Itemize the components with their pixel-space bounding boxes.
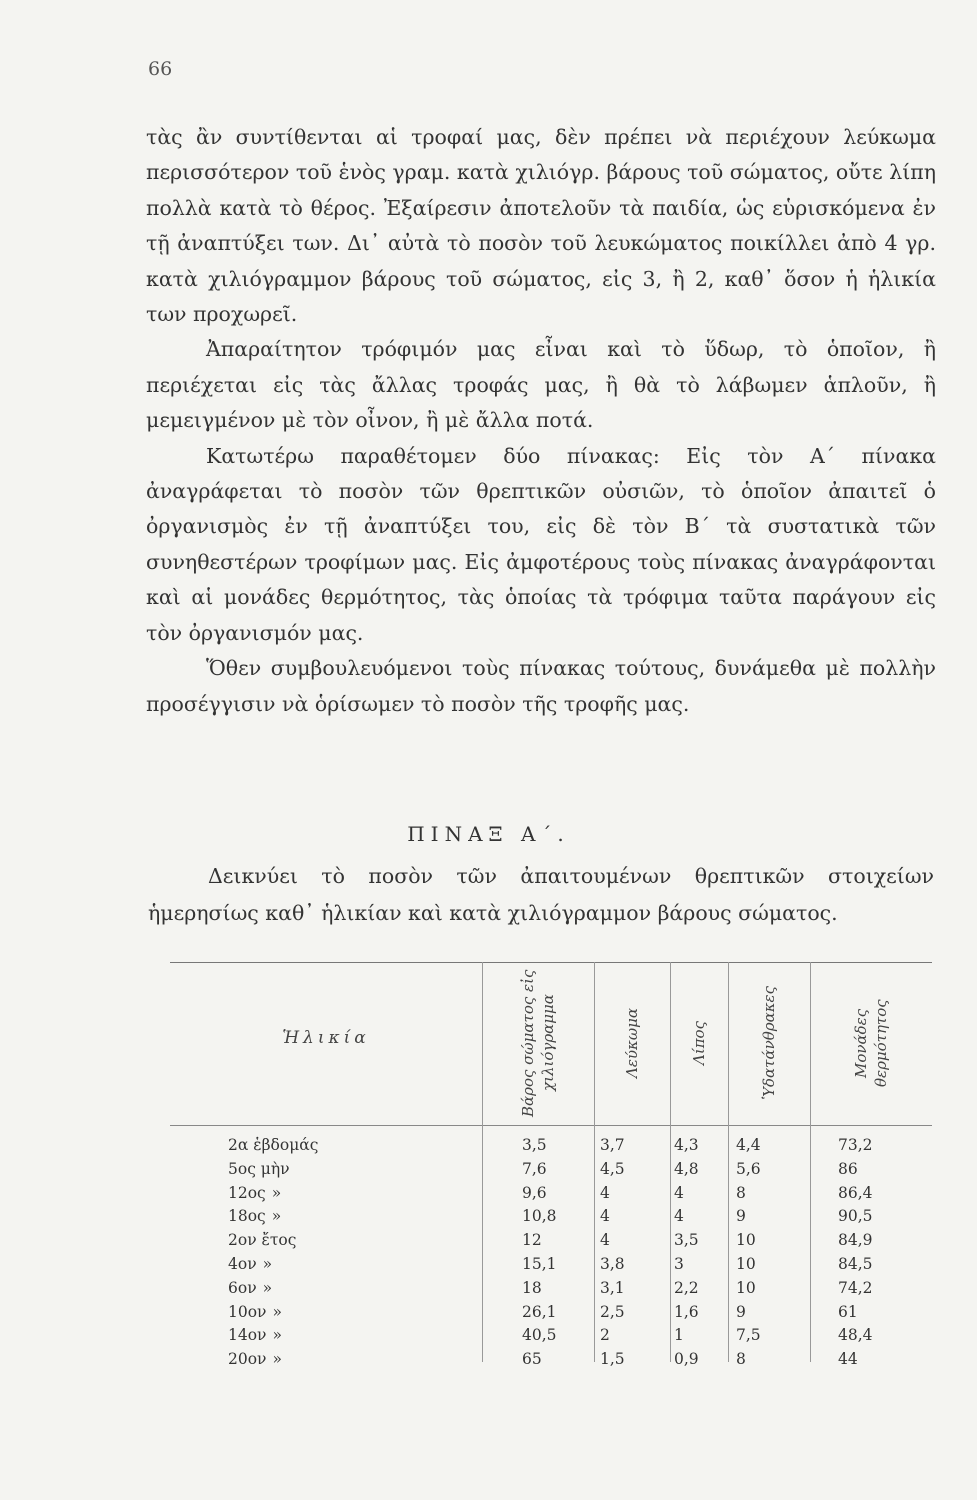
cell-weight: 40,5 [522, 1326, 557, 1345]
cell-heat: 44 [838, 1350, 858, 1369]
cell-fat: 2,2 [674, 1278, 699, 1297]
cell-fat: 4 [674, 1207, 684, 1226]
body-text [146, 120, 936, 722]
cell-protein: 3,7 [600, 1136, 625, 1154]
table-row [170, 1324, 932, 1348]
header-protein [594, 968, 670, 1118]
cell-protein: 4 [600, 1207, 610, 1226]
table-row [170, 1301, 932, 1325]
cell-age: 5ος μὴν [228, 1159, 290, 1178]
cell-age: 20ον » [228, 1350, 282, 1369]
cell-age: 4ον » [228, 1254, 273, 1273]
cell-carbs: 9 [736, 1302, 746, 1321]
cell-heat: 61 [838, 1302, 858, 1321]
cell-age: 12ος » [228, 1183, 282, 1202]
cell-weight: 15,1 [522, 1254, 557, 1273]
cell-carbs: 10 [736, 1254, 756, 1273]
cell-fat: 4 [674, 1183, 684, 1202]
table-row [170, 1134, 932, 1158]
table-row [170, 1158, 932, 1182]
cell-fat: 3 [674, 1254, 684, 1273]
table-top-rule [170, 962, 932, 963]
header-weight-label: Βάρος σώματος εἰς χιλιόγραμμα [519, 969, 557, 1117]
cell-protein: 2,5 [600, 1302, 625, 1321]
cell-weight: 7,6 [522, 1159, 547, 1178]
header-fat-label: Λίπος [690, 1020, 708, 1065]
cell-age: 6ον » [228, 1278, 273, 1297]
cell-fat: 0,9 [674, 1350, 699, 1369]
cell-age: 2ον ἔτος [228, 1231, 297, 1250]
header-fat [670, 968, 728, 1118]
nutrition-table [170, 962, 932, 1372]
cell-fat: 1,6 [674, 1302, 699, 1321]
cell-heat: 48,4 [838, 1326, 873, 1345]
cell-weight: 10,8 [522, 1207, 557, 1226]
header-weight [482, 968, 594, 1118]
paragraph-tables-intro: Κατωτέρω παραθέτομεν δύο πίνακας: Εἰς τὸν Α΄ πίνακα ἀναγράφεται τὸ ποσὸν τῶν θρεπτικῶν οὐσιῶν, τὸ ὁποῖον ἀπαιτεῖ ὁ ὀργανισμὸς ἐν τῇ ἀναπτύξει του, εἰς δὲ τὸν Β΄ τὰ συστατικὰ τῶν συνηθεστέρων τροφίμων μας. Εἰς ἀμφοτέρους τοὺς πίνακας ἀναγράφονται καὶ αἱ μονάδες θερμότητος, τὰς ὁποίας τὰ τρόφιμα ταῦτα παράγουν εἰς τὸν ὀργανισμόν μας. [146, 443, 936, 645]
cell-protein: 3,8 [600, 1254, 625, 1273]
cell-carbs: 8 [736, 1350, 746, 1369]
cell-protein: 1,5 [600, 1350, 625, 1369]
table-row [170, 1205, 932, 1229]
cell-age: 2α ἑβδομάς [228, 1136, 319, 1154]
cell-heat: 74,2 [838, 1278, 873, 1297]
cell-weight: 65 [522, 1350, 542, 1369]
cell-protein: 3,1 [600, 1278, 625, 1297]
cell-age: 14ον » [228, 1326, 282, 1345]
cell-heat: 84,9 [838, 1231, 873, 1250]
cell-heat: 86 [838, 1159, 858, 1178]
cell-protein: 4 [600, 1183, 610, 1202]
cell-age: 18ος » [228, 1207, 282, 1226]
cell-carbs: 7,5 [736, 1326, 761, 1345]
header-protein-label: Λεύκωμα [623, 1008, 641, 1078]
cell-weight: 18 [522, 1278, 542, 1297]
cell-heat: 90,5 [838, 1207, 873, 1226]
paragraph-conclusion: Ὅθεν συμβουλευόμενοι τοὺς πίνακας τούτους, δυνάμεθα μὲ πολλὴν προσέγγισιν νὰ ὁρίσωμεν τὸ ποσὸν τῆς τροφῆς μας. [146, 656, 936, 716]
table-body [170, 1134, 932, 1372]
cell-protein: 4 [600, 1231, 610, 1250]
table-row [170, 1277, 932, 1301]
cell-weight: 9,6 [522, 1183, 547, 1202]
table-caption: Δεικνύει τὸ ποσὸν τῶν ἀπαιτουμένων θρεπτικῶν στοιχείων ἡμερησίως καθ᾽ ἡλικίαν καὶ κατὰ χιλιόγραμμον βάρους σώματος. [148, 864, 934, 925]
cell-weight: 3,5 [522, 1136, 547, 1154]
cell-weight: 26,1 [522, 1302, 557, 1321]
cell-heat: 86,4 [838, 1183, 873, 1202]
header-age: Ἡλικία [282, 1028, 370, 1048]
table-row [170, 1229, 932, 1253]
table-row [170, 1182, 932, 1206]
cell-protein: 4,5 [600, 1159, 625, 1178]
header-carbs [728, 968, 810, 1118]
table-title: ΠΙΝΑΞ Α΄. [407, 822, 570, 846]
cell-protein: 2 [600, 1326, 610, 1345]
cell-carbs: 4,4 [736, 1136, 761, 1154]
paragraph-protein: τὰς ἂν συντίθενται αἱ τροφαί μας, δὲν πρέπει νὰ περιέχουν λεύκωμα περισσότερον τοῦ ἑνὸς γραμ. κατὰ χιλιόγρ. βάρους τοῦ σώματος, οὔτε λίπη πολλὰ κατὰ τὸ θέρος. Ἐξαίρεσιν ἀποτελοῦν τὰ παιδία, ὡς εὑρισκόμενα ἐν τῇ ἀναπτύξει των. Δι᾽ αὐτὰ τὸ ποσὸν τοῦ λευκώματος ποικίλλει ἀπὸ 4 γρ. κατὰ χιλιόγραμμον βάρους τοῦ σώματος, εἰς 3, ἢ 2, καθ᾽ ὅσον ἡ ἡλικία των προχωρεῖ. [146, 125, 936, 327]
cell-fat: 3,5 [674, 1231, 699, 1250]
paragraph-water: Ἀπαραίτητον τρόφιμόν μας εἶναι καὶ τὸ ὕδωρ, τὸ ὁποῖον, ἢ περιέχεται εἰς τὰς ἄλλας τροφάς μας, ἢ θὰ τὸ λάβωμεν ἁπλοῦν, ἢ μεμειγμένον μὲ τὸν οἶνον, ἢ μὲ ἄλλα ποτά. [146, 337, 936, 433]
cell-carbs: 8 [736, 1183, 746, 1202]
header-carbs-label: Ὑδατάνθρακες [760, 986, 778, 1100]
cell-carbs: 10 [736, 1231, 756, 1250]
cell-weight: 12 [522, 1231, 542, 1250]
cell-age: 10ον » [228, 1302, 282, 1321]
cell-heat: 73,2 [838, 1136, 873, 1154]
table-row [170, 1348, 932, 1372]
header-heat-label: Μονάδες θερμότητος [852, 999, 890, 1087]
cell-fat: 4,3 [674, 1136, 699, 1154]
cell-fat: 1 [674, 1326, 684, 1345]
cell-heat: 84,5 [838, 1254, 873, 1273]
header-heat-units [810, 968, 932, 1118]
cell-carbs: 9 [736, 1207, 746, 1226]
page-number: 66 [148, 58, 173, 80]
table-header-rule [170, 1125, 932, 1126]
cell-fat: 4,8 [674, 1159, 699, 1178]
table-row [170, 1253, 932, 1277]
cell-carbs: 10 [736, 1278, 756, 1297]
cell-carbs: 5,6 [736, 1159, 761, 1178]
